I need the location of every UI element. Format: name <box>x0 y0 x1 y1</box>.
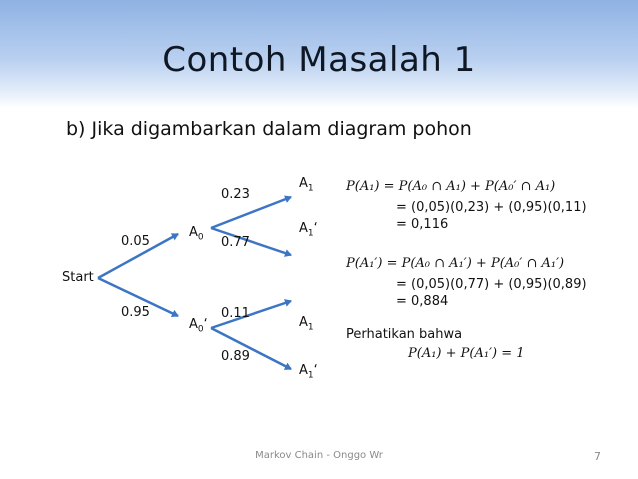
node-a1-prime-top: $A_1‘$ <box>299 221 318 239</box>
equation-p-a1-prime-step: = (0,05)(0,77) + (0,95)(0,89) <box>396 277 587 292</box>
node-a1-top: $A_1$ <box>299 176 314 194</box>
footer-text: Markov Chain - Onggo Wr <box>255 450 383 461</box>
equation-p-a1-result: = 0,116 <box>396 217 449 232</box>
node-a0-prime: $A_0‘$ <box>189 317 208 335</box>
equation-p-a1-prime-result: = 0,884 <box>396 294 449 309</box>
equation-p-a1-step: = (0,05)(0,23) + (0,95)(0,11) <box>396 200 587 215</box>
node-a0: $A_0$ <box>189 225 204 243</box>
equation-p-a1-prime: P(A₁′) = P(A₀ ∩ A₁′) + P(A₀′ ∩ A₁′) <box>346 256 565 271</box>
prob-a0-a1: 0.23 <box>221 187 250 202</box>
node-a1-prime-bottom: $A_1‘$ <box>299 363 318 381</box>
slide-title: Contoh Masalah 1 <box>162 40 476 80</box>
prob-a0p-a1-prime: 0.89 <box>221 349 250 364</box>
equation-p-a1: P(A₁) = P(A₀ ∩ A₁) + P(A₀′ ∩ A₁) <box>346 179 556 194</box>
prob-start-a0-prime: 0.95 <box>121 305 150 320</box>
prob-start-a0: 0.05 <box>121 234 150 249</box>
page-number: 7 <box>594 450 601 463</box>
note-label: Perhatikan bahwa <box>346 327 463 342</box>
prob-a0p-a1: 0.11 <box>221 306 250 321</box>
tree-root-label: Start <box>62 270 94 285</box>
slide-subtitle: b) Jika digambarkan dalam diagram pohon <box>66 118 472 140</box>
node-a1-bottom: $A_1$ <box>299 315 314 333</box>
note-equation: P(A₁) + P(A₁′) = 1 <box>408 346 525 361</box>
prob-a0-a1-prime: 0.77 <box>221 235 250 250</box>
